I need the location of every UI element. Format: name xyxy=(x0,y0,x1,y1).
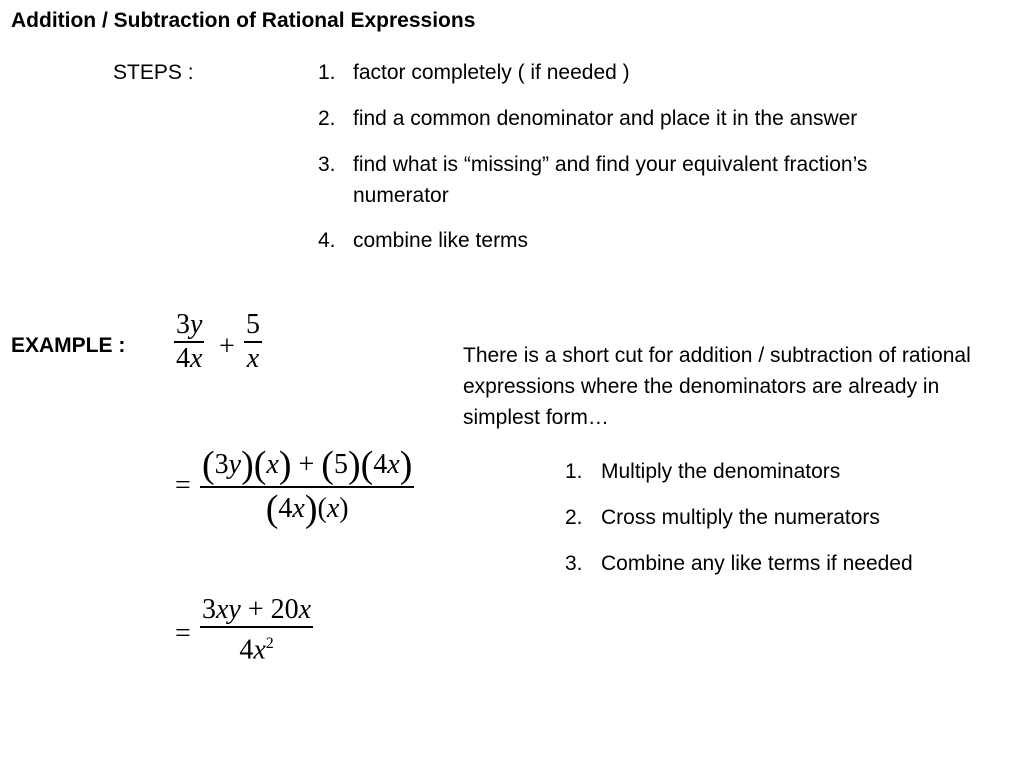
shortcut-description: There is a short cut for addition / subtraction of rational expressions where the denominators are already in simplest form… xyxy=(463,344,971,429)
denominator: 4x xyxy=(176,342,203,374)
fraction-3y-over-4x xyxy=(174,309,204,375)
denominator: (4x)(x) xyxy=(265,487,349,530)
numerator: 3y xyxy=(176,309,203,340)
steps-label: STEPS : xyxy=(113,61,194,84)
numerator: (3y)(x) + (5)(4x) xyxy=(202,444,413,486)
step-number: 3. xyxy=(318,153,336,176)
page-title: Addition / Subtraction of Rational Expressions xyxy=(11,9,476,32)
shortcut-step-text: Combine any like terms if needed xyxy=(601,552,913,575)
shortcut-step-number: 3. xyxy=(565,552,583,575)
step-number: 4. xyxy=(318,229,336,252)
fraction-expanded xyxy=(200,444,414,530)
step-number: 2. xyxy=(318,107,336,130)
step-number: 1. xyxy=(318,61,336,84)
shortcut-step-text: Cross multiply the numerators xyxy=(601,506,880,529)
numerator: 3xy + 20x xyxy=(202,594,312,625)
shortcut-step-number: 1. xyxy=(565,460,583,483)
step-text: factor completely ( if needed ) xyxy=(353,61,630,84)
denominator: x xyxy=(246,342,260,374)
step-text-continued: numerator xyxy=(353,184,449,207)
equals-sign: = xyxy=(175,470,191,501)
fraction-result xyxy=(200,594,313,666)
shortcut-step-text: Multiply the denominators xyxy=(601,460,841,483)
fraction-5-over-x xyxy=(244,309,262,375)
denominator: $4x^2$ xyxy=(239,633,274,665)
step-text: find what is “missing” and find your equivalent fraction’s xyxy=(353,153,868,176)
step-text: combine like terms xyxy=(353,229,529,252)
plus-sign: + xyxy=(219,331,235,362)
numerator: 5 xyxy=(246,309,260,340)
shortcut-step-number: 2. xyxy=(565,506,583,529)
step-text: find a common denominator and place it in the answer xyxy=(353,107,858,130)
equals-sign: = xyxy=(175,618,191,649)
example-label: EXAMPLE : xyxy=(11,334,126,357)
